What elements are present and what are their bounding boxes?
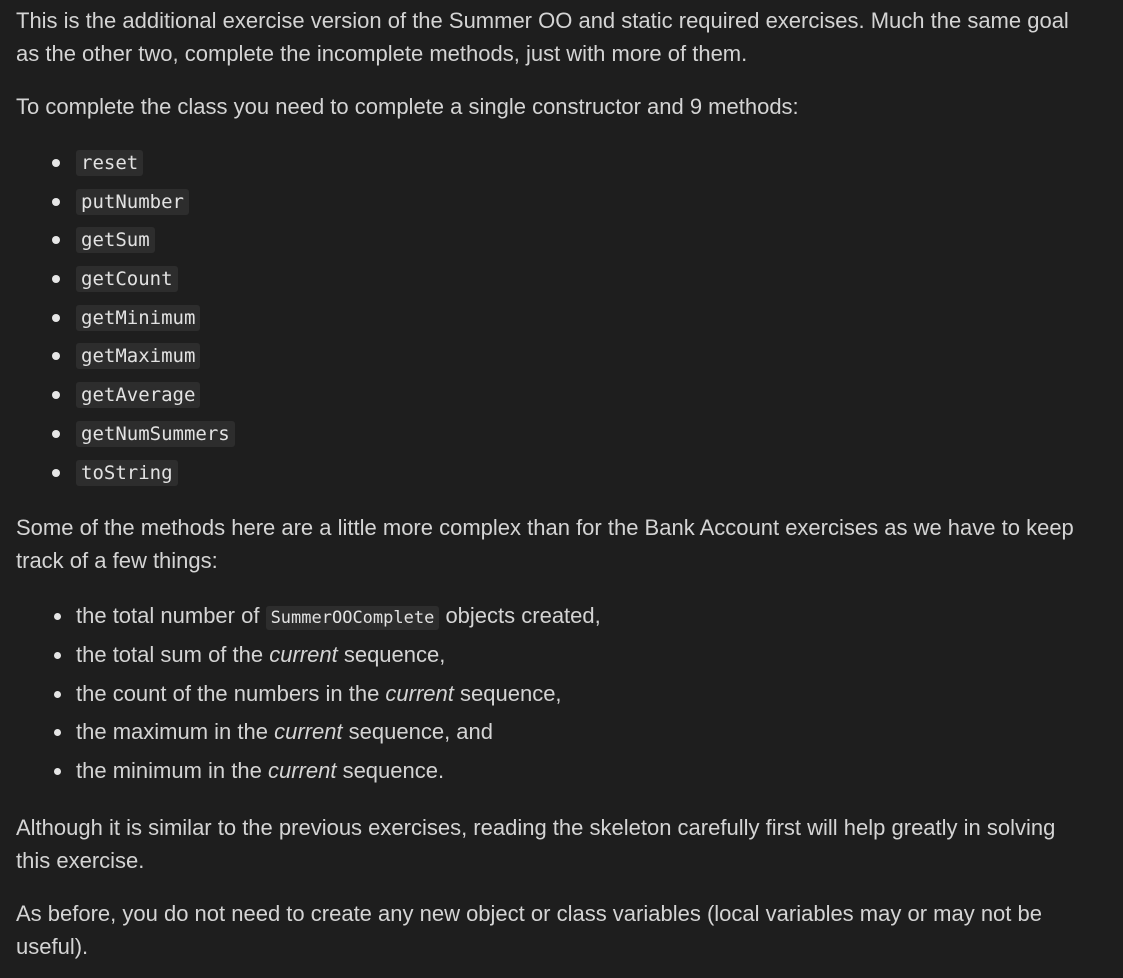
- list-item: [16, 259, 1107, 298]
- complexity-paragraph: Some of the methods here are a little more complex than for the Bank Account exercises as we have to keep track of a few things:: [16, 515, 1074, 574]
- before-paragraph: As before, you do not need to create any new object or class variables (local variables may or may not be useful).: [16, 900, 1042, 959]
- list-item: [16, 220, 1107, 259]
- list-item: the total sum of the current sequence,: [16, 636, 1107, 675]
- list-item: [16, 375, 1107, 414]
- list-item: [16, 143, 1107, 182]
- method-name: getMaximum: [76, 343, 200, 369]
- method-name: getSum: [76, 227, 155, 253]
- class-name: SummerOOComplete: [266, 606, 440, 630]
- list-item: the maximum in the current sequence, and: [16, 713, 1107, 752]
- method-name: reset: [76, 150, 143, 176]
- methods-list: [16, 143, 1107, 491]
- list-item: the minimum in the current sequence.: [16, 752, 1107, 791]
- method-name: getCount: [76, 266, 178, 292]
- list-item: [16, 336, 1107, 375]
- list-item: the total number of SummerOOComplete objects created,: [16, 597, 1107, 636]
- method-name: getMinimum: [76, 305, 200, 331]
- similar-paragraph: Although it is similar to the previous exercises, reading the skeleton carefully first will help greatly in solving this exercise.: [16, 814, 1056, 873]
- method-name: getAverage: [76, 382, 200, 408]
- list-item: the count of the numbers in the current sequence,: [16, 675, 1107, 714]
- method-name: putNumber: [76, 189, 189, 215]
- intro-paragraph: This is the additional exercise version of the Summer OO and static required exercises. Much the same goal as the other two, complete the incomplete methods, just with more of them.: [16, 8, 1069, 66]
- list-item: [16, 182, 1107, 221]
- task-paragraph: To complete the class you need to complete a single constructor and 9 methods:: [16, 94, 799, 119]
- list-item: [16, 414, 1107, 453]
- emphasis: current: [269, 641, 338, 667]
- list-item: [16, 298, 1107, 337]
- emphasis: current: [274, 719, 343, 745]
- emphasis: current: [267, 757, 337, 783]
- tracking-list: [16, 597, 1107, 790]
- list-item: [16, 453, 1107, 492]
- emphasis: current: [385, 680, 454, 706]
- method-name: getNumSummers: [76, 421, 235, 447]
- method-name: toString: [76, 460, 178, 486]
